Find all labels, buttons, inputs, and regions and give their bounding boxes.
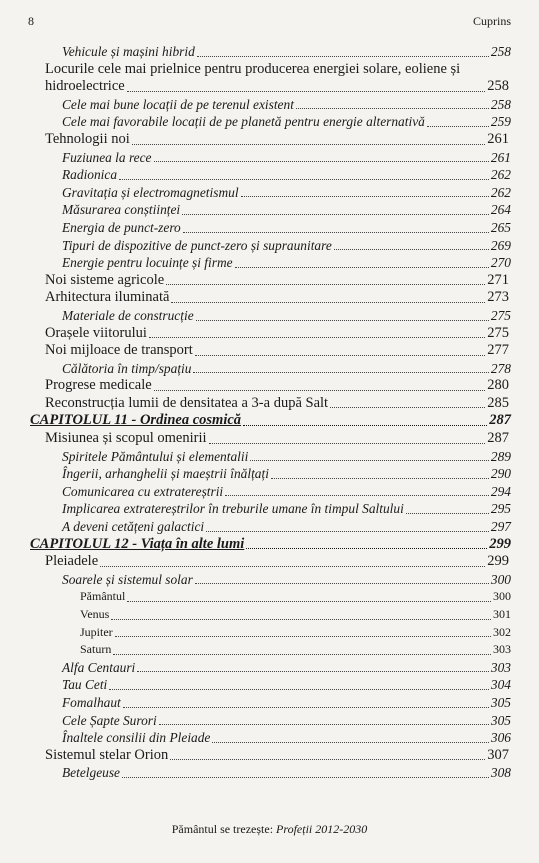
footer-book-subtitle: Profeții 2012-2030 (276, 822, 368, 836)
toc-entry: Sistemul stelar Orion 307 (45, 746, 509, 763)
toc-entry: hidroelectrice 258 (45, 78, 509, 95)
toc-entry: Măsurarea conștiinței 264 (62, 202, 511, 218)
toc-entry: Tipuri de dispozitive de punct-zero și supraunitare 269 (62, 237, 511, 253)
toc-entry: Energia de punct-zero 265 (62, 219, 511, 235)
toc-entry: Noi mijloace de transport 277 (45, 342, 509, 359)
toc-entry: Noi sisteme agricole 271 (45, 271, 509, 288)
toc-entry: Implicarea extratereștrilor în treburile umane în timpul Saltului 295 (62, 501, 511, 517)
toc-entry: Tehnologii noi 261 (45, 130, 509, 147)
toc-entry: Jupiter 302 (80, 624, 511, 639)
toc-entry: Misiunea și scopul omenirii 287 (45, 430, 509, 447)
toc-entry: A deveni cetățeni galactici 297 (62, 519, 511, 535)
footer-book-title: Pământul se trezește: (171, 822, 274, 836)
toc-entry: Reconstrucția lumii de densitatea a 3-a după Salt 285 (45, 394, 509, 411)
toc-entry: Progrese medicale 280 (45, 377, 509, 394)
table-of-contents (0, 43, 539, 782)
page-footer (0, 822, 539, 837)
toc-entry: Venus 301 (80, 607, 511, 621)
toc-entry: Spiritele Pământului și elementalii 289 (62, 448, 511, 464)
toc-entry: Cele mai favorabile locații de pe planetă pentru energie alternativă 259 (62, 114, 511, 130)
toc-entry: Arhitectura iluminată 273 (45, 289, 509, 306)
running-head: Cuprins (472, 14, 511, 28)
toc-entry: Pământul 300 (80, 589, 511, 604)
toc-entry: Gravitația și electromagnetismul 262 (62, 184, 511, 200)
toc-entry: Betelgeuse 308 (62, 765, 511, 781)
toc-entry: Vehicule și mașini hibrid 258 (62, 44, 511, 59)
toc-entry: Soarele și sistemul solar 300 (62, 571, 511, 587)
toc-entry: Materiale de construcție 275 (62, 307, 511, 323)
toc-entry: Înaltele consilii din Pleiade 306 (62, 730, 511, 746)
toc-entry: Tau Ceti 304 (62, 677, 511, 693)
toc-entry: Pleiadele 299 (45, 553, 509, 570)
chapter-heading: CAPITOLUL 11 - Ordinea cosmică 287 (30, 412, 511, 429)
toc-entry: Cele mai bune locații de pe terenul existent 258 (62, 96, 511, 112)
toc-entry: Radionica 262 (62, 167, 511, 183)
toc-entry-wrapped: Locurile cele mai prielnice pentru producerea energiei solare, eoliene și (45, 60, 461, 77)
toc-entry: Cele Șapte Surori 305 (62, 712, 511, 728)
toc-entry: Comunicarea cu extratereștrii 294 (62, 483, 511, 499)
page-number: 8 (28, 14, 34, 28)
toc-entry: Fomalhaut 305 (62, 694, 511, 710)
toc-entry: Saturn 303 (80, 642, 511, 657)
chapter-heading: CAPITOLUL 12 - Viața în alte lumi 299 (30, 535, 511, 552)
toc-entry: Alfa Centauri 303 (62, 659, 511, 675)
toc-entry: Călătoria în timp/spațiu 278 (62, 360, 511, 376)
toc-entry: Orașele viitorului 275 (45, 324, 509, 341)
toc-entry: Energie pentru locuințe și firme 270 (62, 255, 511, 271)
toc-entry: Îngerii, arhanghelii și maeștrii înălțați 290 (62, 466, 511, 482)
toc-entry: Fuziunea la rece 261 (62, 149, 511, 165)
